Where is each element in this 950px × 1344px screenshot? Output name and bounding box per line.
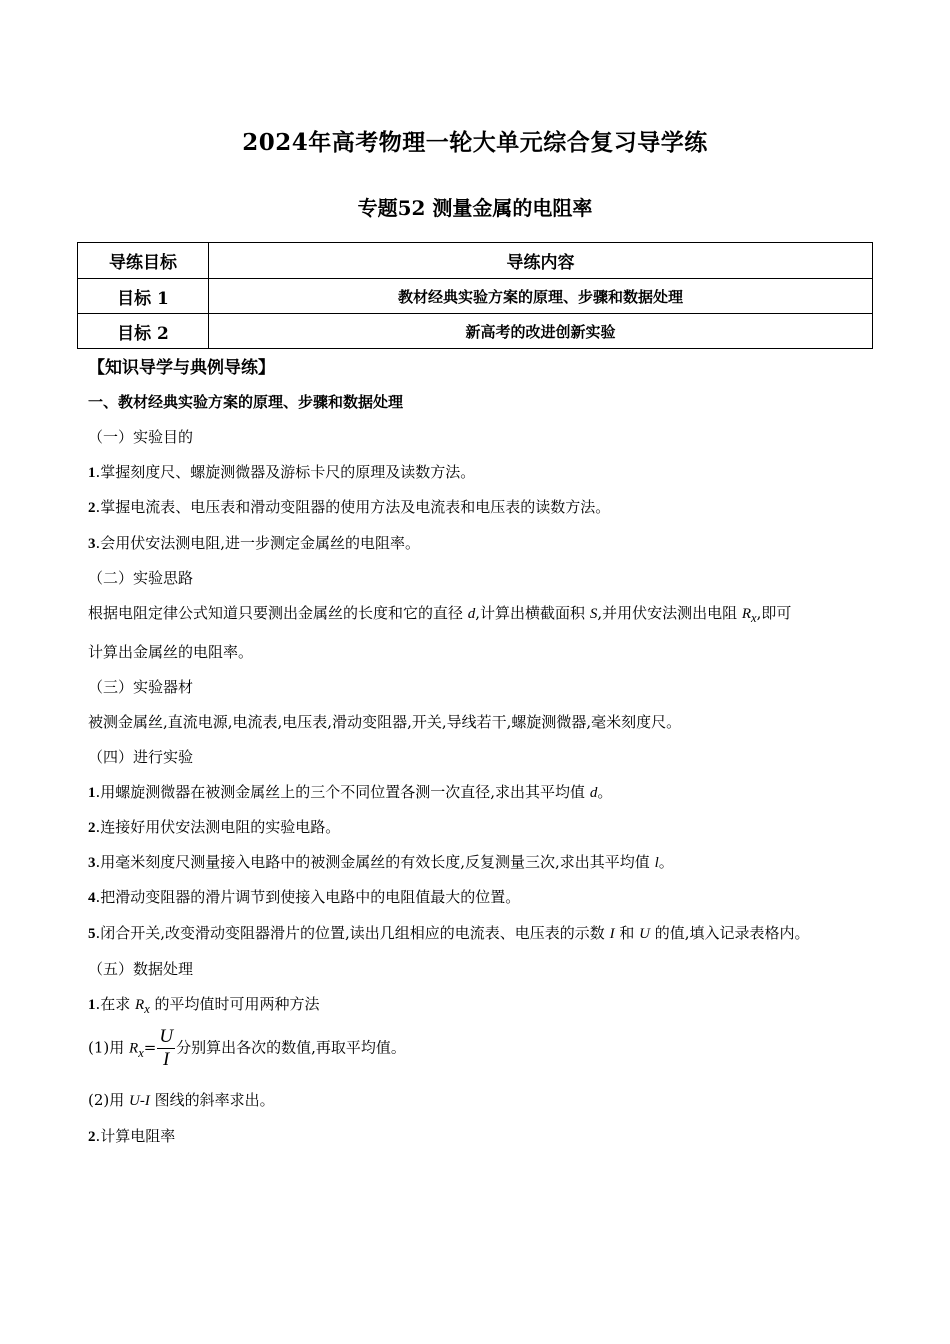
item-number: 2 bbox=[88, 1129, 96, 1145]
symbol-d: d bbox=[467, 606, 476, 622]
list-item bbox=[88, 1089, 275, 1110]
list-item bbox=[88, 851, 674, 872]
item-number: 3 bbox=[88, 536, 96, 552]
symbol-r: R bbox=[135, 997, 145, 1013]
list-item bbox=[88, 922, 810, 943]
item-number: 1 bbox=[88, 997, 96, 1013]
document-subtitle: 专题52 测量金属的电阻率 bbox=[357, 196, 593, 220]
paragraph-line: 计算出金属丝的电阻率。 bbox=[88, 643, 254, 661]
item-number: 4 bbox=[88, 890, 96, 906]
fraction bbox=[157, 1026, 175, 1071]
item-text: .掌握刻度尺、螺旋测微器及游标卡尺的原理及读数方法。 bbox=[95, 463, 476, 481]
item-text: .计算电阻率 bbox=[95, 1127, 176, 1145]
text: (2)用 bbox=[88, 1091, 130, 1109]
item-number: 2 bbox=[88, 500, 96, 516]
list-item bbox=[88, 781, 612, 802]
text: 图线的斜率求出。 bbox=[149, 1091, 275, 1109]
symbol-subscript-x: x bbox=[751, 611, 757, 625]
item-text: .用毫米刻度尺测量接入电路中的被测金属丝的有效长度,反复测量三次,求出其平均值 bbox=[95, 853, 655, 871]
list-item bbox=[88, 816, 340, 837]
text: 根据电阻定律公式知道只要测出金属丝的长度和它的直径 bbox=[88, 604, 468, 622]
symbol-u: U bbox=[639, 926, 650, 942]
item-number: 3 bbox=[88, 855, 96, 871]
fraction-numerator: U bbox=[159, 1026, 174, 1047]
list-item bbox=[88, 532, 420, 553]
text: 的平均值时可用两种方法 bbox=[149, 995, 320, 1013]
formula-line bbox=[88, 1026, 406, 1071]
list-item bbox=[88, 461, 475, 482]
table-header-cell: 导练内容 bbox=[209, 243, 873, 279]
subsection-equipment: （三）实验器材 bbox=[88, 678, 194, 696]
text: 。 bbox=[658, 853, 674, 871]
text: (1)用 bbox=[88, 1038, 130, 1057]
text: ,计算出横截面积 bbox=[475, 604, 590, 622]
item-text: .把滑动变阻器的滑片调节到使接入电路中的电阻值最大的位置。 bbox=[95, 888, 521, 906]
subsection-procedure: （四）进行实验 bbox=[88, 748, 194, 766]
item-text: .掌握电流表、电压表和滑动变阻器的使用方法及电流表和电压表的读数方法。 bbox=[95, 498, 611, 516]
item-text: .连接好用伏安法测电阻的实验电路。 bbox=[95, 818, 341, 836]
list-item bbox=[88, 1125, 175, 1146]
item-text: .用螺旋测微器在被测金属丝上的三个不同位置各测一次直径,求出其平均值 bbox=[95, 783, 590, 801]
symbol-s: S bbox=[589, 606, 598, 622]
list-item bbox=[88, 496, 610, 517]
subsection-idea: （二）实验思路 bbox=[88, 569, 194, 587]
text: ,并用伏安法测出电阻 bbox=[597, 604, 742, 622]
item-number: 1 bbox=[88, 465, 96, 481]
item-number: 1 bbox=[88, 785, 96, 801]
table-header-row bbox=[78, 243, 873, 279]
list-item bbox=[88, 993, 320, 1017]
symbol-subscript-x: x bbox=[138, 1045, 144, 1060]
symbol-r: R bbox=[741, 606, 752, 622]
section-header: 【知识导学与典例导练】 bbox=[88, 358, 275, 378]
table-cell: 目标 1 bbox=[78, 279, 209, 314]
paragraph-line bbox=[88, 602, 791, 626]
symbol-d: d bbox=[589, 785, 598, 801]
text: 。 bbox=[597, 783, 613, 801]
table-header-cell: 导练目标 bbox=[78, 243, 209, 279]
subsection-aims: （一）实验目的 bbox=[88, 428, 194, 446]
fraction-denominator: I bbox=[163, 1049, 170, 1070]
text: 分别算出各次的数值,再取平均值。 bbox=[176, 1038, 406, 1057]
table-cell: 教材经典实验方案的原理、步骤和数据处理 bbox=[209, 279, 873, 314]
table-cell: 目标 2 bbox=[78, 314, 209, 349]
table-row bbox=[78, 314, 873, 349]
part-title: 一、教材经典实验方案的原理、步骤和数据处理 bbox=[88, 393, 404, 411]
text: 和 bbox=[614, 924, 640, 942]
symbol-subscript-x: x bbox=[144, 1002, 150, 1016]
text: ,即可 bbox=[756, 604, 792, 622]
symbol-r: R bbox=[129, 1040, 139, 1057]
symbol-i: I bbox=[609, 926, 615, 942]
item-text: .会用伏安法测电阻,进一步测定金属丝的电阻率。 bbox=[95, 534, 421, 552]
text: 的值,填入记录表格内。 bbox=[649, 924, 810, 942]
equals-sign: = bbox=[143, 1038, 157, 1057]
table-row bbox=[78, 279, 873, 314]
subsection-data: （五）数据处理 bbox=[88, 960, 194, 978]
table-cell: 新高考的改进创新实验 bbox=[209, 314, 873, 349]
item-number: 5 bbox=[88, 926, 96, 942]
text: .在求 bbox=[95, 995, 136, 1013]
list-item bbox=[88, 886, 520, 907]
document-title: 2024年高考物理一轮大单元综合复习导学练 bbox=[242, 129, 708, 156]
item-number: 2 bbox=[88, 820, 96, 836]
goals-table bbox=[77, 242, 873, 349]
symbol-l: l bbox=[654, 855, 659, 871]
item-text: .闭合开关,改变滑动变阻器滑片的位置,读出几组相应的电流表、电压表的示数 bbox=[95, 924, 610, 942]
symbol-u-i: U-I bbox=[129, 1093, 150, 1109]
paragraph-line: 被测金属丝,直流电源,电流表,电压表,滑动变阻器,开关,导线若干,螺旋测微器,毫米刻度尺。 bbox=[88, 713, 682, 731]
